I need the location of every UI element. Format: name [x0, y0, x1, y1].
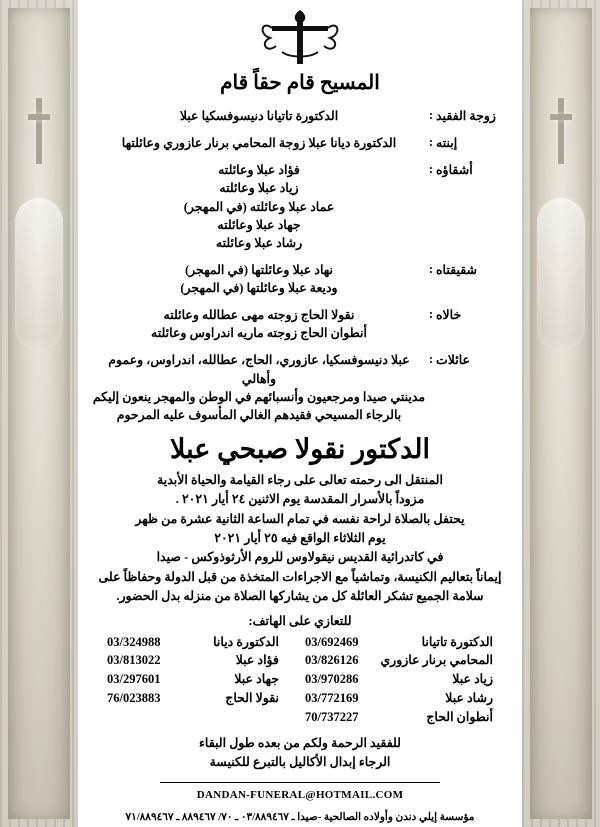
relation-label: عائلات — [436, 353, 470, 368]
relation-values — [92, 351, 426, 424]
phone-name: فؤاد عبلا — [235, 653, 279, 668]
phone-numbers-right-column — [305, 633, 385, 727]
relation-colon: : — [428, 307, 434, 322]
border-figure-graphic — [15, 198, 63, 348]
relation-value: جهاد عبلا وعائلته — [217, 217, 301, 232]
cross-icon — [252, 8, 348, 66]
relation-value: نهاد عبلا وعائلتها (في المهجر) — [184, 262, 334, 277]
phone-numbers-left-column — [107, 633, 187, 727]
phone-name: الدكتورة تاتيانا — [421, 634, 493, 649]
relation-value: بالرجاء المسيحي فقيدهم الغالي المأسوف عليه المرحوم — [116, 407, 402, 422]
left-border-panel — [8, 8, 70, 819]
relation-values — [92, 107, 426, 125]
relation-row-uncles — [92, 306, 508, 342]
phone-name: الدكتورة ديانا — [213, 634, 279, 649]
phone-name: زياد عبلا — [452, 672, 493, 686]
phone-number[interactable]: 03/297601 — [107, 672, 161, 686]
deceased-name: الدكتور نقولا صبحي عبلا — [169, 433, 431, 464]
relation-values — [92, 134, 426, 152]
body-line: المنتقل الى رحمته تعالى على رجاء القيامة والحياة الأبدية — [157, 472, 443, 487]
relation-row-families — [92, 351, 508, 424]
relations-list — [92, 107, 508, 424]
footer-divider — [160, 782, 440, 783]
relation-label: أشقاؤه — [436, 163, 473, 178]
relation-value: نقولا الحاج زوجته مهى عطالله وعائلته — [163, 308, 355, 323]
obituary-sheet — [78, 0, 522, 827]
phone-name: جهاد عبلا — [234, 672, 279, 686]
body-line: سلامة الجميع تشكر العائلة كل من يشاركها الصلاة من منزله بدل الحضور. — [116, 589, 484, 604]
phone-names-left-column — [187, 633, 279, 727]
announcement-body — [94, 471, 506, 607]
phone-name: نقولا الحاج — [225, 690, 279, 705]
right-border-panel — [530, 8, 592, 819]
phone-number[interactable]: 03/970286 — [305, 672, 359, 686]
relation-colon: : — [428, 162, 434, 177]
relation-row-wife — [92, 107, 508, 125]
phone-number[interactable]: 03/324988 — [107, 634, 161, 649]
condolence-phone-table — [98, 633, 502, 727]
body-line: في كاتدرائية القديس نيقولاوس للروم الأرثوذوكس - صيدا — [156, 550, 444, 565]
relation-colon: : — [428, 108, 434, 122]
phone-number[interactable]: 03/692469 — [305, 634, 359, 649]
footer-note-line: للفقيد الرحمة ولكم من بعده طول البقاء — [199, 736, 401, 751]
relation-colon: : — [428, 261, 434, 276]
relation-colon: : — [428, 135, 434, 150]
relation-value: زياد عبلا وعائلته — [219, 181, 299, 196]
phone-name: المحامي برنار عازوري — [380, 653, 493, 668]
relation-value: الدكتورة ديانا عبلا زوجة المحامي برنار عازوري وعائلتها — [121, 136, 397, 151]
relation-values — [92, 161, 426, 252]
footer-note-line: الرجاء إبدال الأكاليل بالتبرع للكنيسة — [209, 755, 391, 769]
relation-label: زوجة الفقيد — [436, 109, 496, 123]
right-decorative-border — [522, 0, 600, 827]
footer-note — [78, 734, 522, 772]
relation-row-sisters — [92, 261, 508, 297]
condolence-phone-heading: للتعازي على الهاتف: — [248, 613, 352, 628]
relation-colon: : — [428, 352, 434, 367]
phone-number[interactable]: 03/813022 — [107, 653, 161, 668]
relation-value: الدكتورة تاتيانا دنيسوفسكيا عبلا — [179, 109, 339, 123]
relation-value: مدينتي صيدا ومرجعيون وأنسبائهم في الوطن والمهجر ينعون إليكم — [92, 389, 426, 404]
relation-label: خالاه — [436, 308, 462, 323]
relation-row-daughter — [92, 134, 508, 152]
relation-value: عماد عبلا وعائلته (في المهجر) — [183, 199, 335, 214]
funeral-home-email[interactable]: DANDAN-FUNERAL@HOTMAIL.COM — [196, 788, 404, 801]
body-line: يوم الثلاثاء الواقع فيه ٢٥ أيار ٢٠٢١ — [214, 531, 386, 545]
relation-values — [92, 261, 426, 297]
border-cross-icon — [28, 98, 50, 164]
relation-label: شقيقتاه — [436, 262, 478, 277]
body-line: مزوداً بالأسرار المقدسة يوم الاثنين ٢٤ أيار ٢٠٢١ . — [175, 492, 425, 507]
funeral-home-name: مؤسسة إيلي دندن وأولاده الصالحية -صيدا ـ ٠٣/٨٨٩٤٦٧ ـ ٧٠/ ٨٨٩٤٦٧ ـ ٧١/٨٨٩٤٦٧ — [125, 811, 475, 823]
page-title: المسيح قام حقاً قام — [220, 72, 380, 94]
relation-values — [92, 306, 426, 342]
border-figure-graphic — [537, 198, 585, 348]
relation-value: رشاد عبلا وعائلته — [215, 235, 303, 250]
body-line: يحتفل بالصلاة لراحة نفسه في تمام الساعة الثانية عشرة من ظهر — [135, 511, 465, 526]
relation-label: إبنته — [436, 136, 458, 151]
relation-value: أنطوان الحاج زوجته ماريه اندراوس وعائلته — [151, 326, 367, 341]
relation-row-brothers — [92, 161, 508, 252]
border-cross-icon — [550, 98, 572, 164]
phone-name: رشاد عبلا — [445, 690, 493, 705]
body-line: إيماناً بتعاليم الكنيسة، وتماشياً مع الاجراءات المتخذة من قبل الدولة وحفاظاً على — [98, 569, 502, 584]
header — [78, 0, 522, 95]
phone-number[interactable]: 70/737227 — [305, 709, 359, 724]
phone-number[interactable]: 76/023883 — [107, 690, 161, 705]
relation-value: فؤاد عبلا وعائلته — [218, 163, 300, 178]
phone-number[interactable]: 03/772169 — [305, 690, 359, 705]
phone-number[interactable]: 03/826126 — [305, 653, 359, 668]
phone-table-spacer — [279, 633, 305, 727]
phone-names-right-column — [380, 633, 493, 727]
relation-value: وديعة عبلا وعائلتها (في المهجر) — [180, 281, 338, 295]
left-decorative-border — [0, 0, 78, 827]
phone-name: أنطوان الحاج — [426, 709, 493, 724]
relation-value: عبلا دنيسوفسكيا، عازوري، الحاج، عطالله، اندراوس، وعموم وأهالي — [108, 353, 410, 386]
